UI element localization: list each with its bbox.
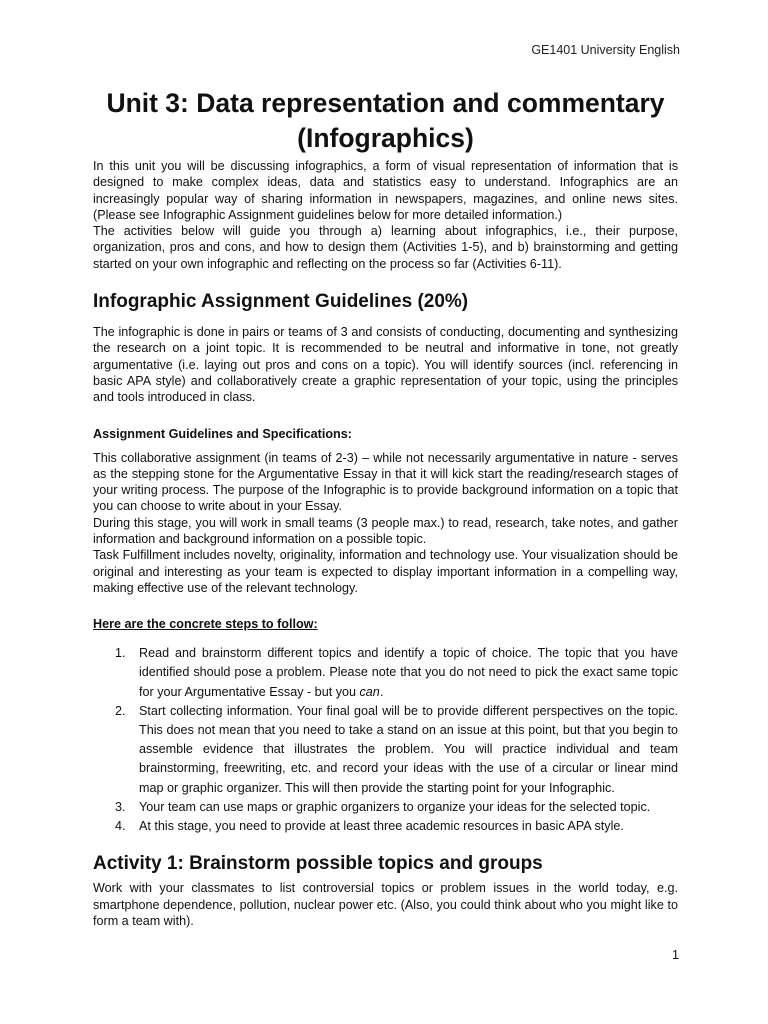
intro-paragraph-1: In this unit you will be discussing infographics, a form of visual representation of information that is designed to make complex ideas, data and statistics easy to understand. Infographics are an increasingly popular way of sharing information in newspapers, magazines, and online news sites. (Please see Infographic Assignment guidelines below for more detailed information.) [93,159,678,222]
specs-heading: Assignment Guidelines and Specifications: [93,426,352,441]
activity-1-heading: Activity 1: Brainstorm possible topics and groups [93,853,543,875]
unit-title [93,86,678,156]
step-text: Read and brainstorm different topics and identify a topic of choice. The topic that you have identified should pose a problem. Please note that you do not need to pick the exact same topic for your Argumentative Essay - but you [139,646,678,699]
page-number: 1 [672,948,679,962]
unit-title-line-1: Unit 3: Data representation and commentary [106,88,665,118]
unit-title-line-2: (Infographics) [297,123,474,153]
step-text: At this stage, you need to provide at least three academic resources in basic APA style. [139,819,624,834]
specs-paragraph-2: During this stage, you will work in small teams (3 people max.) to read, research, take notes, and gather information and background information on a possible topic. [93,515,678,547]
step-text: Your team can use maps or graphic organizers to organize your ideas for the selected topic. [139,799,651,814]
step-number: 2. [115,703,126,718]
guidelines-body: The infographic is done in pairs or teams of 3 and consists of conducting, documenting and synthesizing the research on a joint topic. It is recommended to be neutral and informative in tone, not greatly argumentative (i.e. laying out pros and cons on a topic). You will identify sources (incl. referencing in basic APA style) and collaboratively create a graphic representation of your topic, using the principles and tools introduced in class. [93,325,678,405]
page-content [93,86,678,929]
step-number: 3. [115,799,126,814]
specs-paragraph-1: This collaborative assignment (in teams of 2-3) – while not necessarily argumentative in nature - serves as the stepping stone for the Argumentative Essay in that it will kick start the reading/research stages of your writing process. The purpose of the Infographic is to provide background information on a topic that you can choose to write about in your Essay. [93,450,678,514]
guidelines-heading: Infographic Assignment Guidelines (20%) [93,291,469,313]
step-emphasis: can [359,684,380,699]
step-number: 1. [115,646,126,661]
step-tail: . [379,684,384,699]
steps-list [93,644,678,836]
list-item [93,644,678,702]
intro-paragraph-2: The activities below will guide you through a) learning about infographics, i.e., their purpose, organization, pros and cons, and how to design them (Activities 1-5), and b) brainstorming and getting started on your own infographic and reflecting on the process so far (Activities 6-11). [93,224,678,271]
list-item [93,798,678,817]
list-item [93,817,678,836]
step-number: 4. [115,819,126,834]
list-item [93,702,678,798]
steps-title: Here are the concrete steps to follow: [93,617,318,632]
running-header: GE1401 University English [531,43,680,57]
activity-1-body: Work with your classmates to list controversial topics or problem issues in the world today, e.g. smartphone dependence, pollution, nuclear power etc. (Also, you could think about who you might like to form a team with). [93,881,678,928]
specs-paragraph-3: Task Fulfillment includes novelty, originality, information and technology use. Your visualization should be original and interesting as your team is expected to display important information in a compelling way, making effective use of the relevant technology. [93,548,678,595]
step-text: Start collecting information. Your final goal will be to provide different perspectives on the topic. This does not mean that you need to take a stand on an issue at this point, but that you begin to assemble evidence that illustrates the problem. You will practice individual and team brainstorming, freewriting, etc. and record your ideas with the use of a circular or linear mind map or graphic organizer. This will then provide the starting point for your Infographic. [139,703,678,795]
